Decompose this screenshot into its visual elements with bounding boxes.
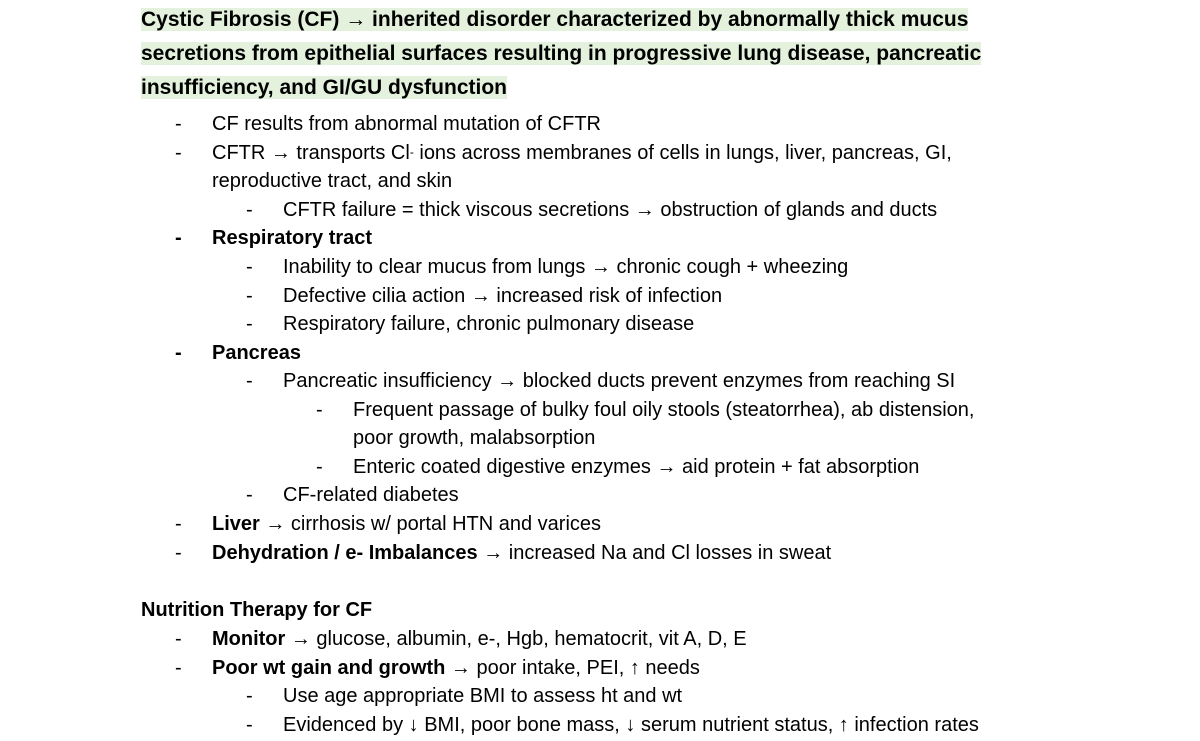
bullet-dash: - (175, 657, 182, 679)
pancreas-item-2: CF-related diabetes (283, 484, 459, 506)
pancreas-heading: Pancreas (212, 342, 301, 364)
bullet-dash: - (246, 199, 253, 221)
bullet-dash: - (175, 227, 182, 249)
respiratory-item-2: Defective cilia action → increased risk of infection (283, 285, 723, 307)
respiratory-tract-heading: Respiratory tract (212, 227, 373, 249)
bullet-dash: - (316, 399, 323, 421)
cftr-mutation-item: CF results from abnormal mutation of CFTR (212, 113, 601, 135)
cf-definition-line-2: secretions from epithelial surfaces resulting in progressive lung disease, pancreatic (141, 42, 982, 65)
cftr-transport-item: CFTR → transports Cl- ions across membranes of cells in lungs, liver, pancreas, GI, (212, 142, 952, 164)
bullet-dash: - (175, 113, 182, 135)
bullet-dash: - (246, 714, 253, 736)
bullet-dash: - (175, 142, 182, 164)
pancreas-subitem-2: Enteric coated digestive enzymes → aid protein + fat absorption (353, 456, 920, 478)
cftr-failure-item: CFTR failure = thick viscous secretions → obstruction of glands and ducts (283, 199, 938, 221)
bullet-dash: - (246, 256, 253, 278)
pancreas-subitem-1-cont: poor growth, malabsorption (353, 427, 596, 449)
bullet-dash: - (246, 285, 253, 307)
bullet-dash: - (175, 342, 182, 364)
poor-growth-item: Poor wt gain and growth → poor intake, PEI, ↑ needs (212, 657, 700, 679)
liver-item: Liver → cirrhosis w/ portal HTN and varices (212, 513, 602, 535)
nutrition-therapy-title: Nutrition Therapy for CF (141, 599, 373, 621)
cf-definition-line-1: Cystic Fibrosis (CF) → inherited disorder characterized by abnormally thick mucus (141, 8, 969, 31)
bullet-dash: - (246, 484, 253, 506)
cf-definition-line-3: insufficiency, and GI/GU dysfunction (141, 76, 507, 99)
bullet-dash: - (316, 456, 323, 478)
bullet-dash: - (246, 370, 253, 392)
bullet-dash: - (246, 685, 253, 707)
respiratory-item-1: Inability to clear mucus from lungs → chronic cough + wheezing (283, 256, 849, 278)
growth-subitem-1: Use age appropriate BMI to assess ht and wt (283, 685, 683, 707)
bullet-dash: - (246, 313, 253, 335)
bullet-dash: - (175, 542, 182, 564)
pancreas-item-1: Pancreatic insufficiency → blocked ducts prevent enzymes from reaching SI (283, 370, 956, 392)
dehydration-item: Dehydration / e- Imbalances → increased Na and Cl losses in sweat (212, 542, 832, 564)
pancreas-subitem-1: Frequent passage of bulky foul oily stools (steatorrhea), ab distension, (353, 399, 975, 421)
cftr-transport-item-cont: reproductive tract, and skin (212, 170, 453, 192)
growth-subitem-2: Evidenced by ↓ BMI, poor bone mass, ↓ serum nutrient status, ↑ infection rates (283, 714, 979, 736)
monitor-item: Monitor → glucose, albumin, e-, Hgb, hematocrit, vit A, D, E (212, 628, 747, 650)
bullet-dash: - (175, 628, 182, 650)
respiratory-item-3: Respiratory failure, chronic pulmonary disease (283, 313, 695, 335)
bullet-dash: - (175, 513, 182, 535)
